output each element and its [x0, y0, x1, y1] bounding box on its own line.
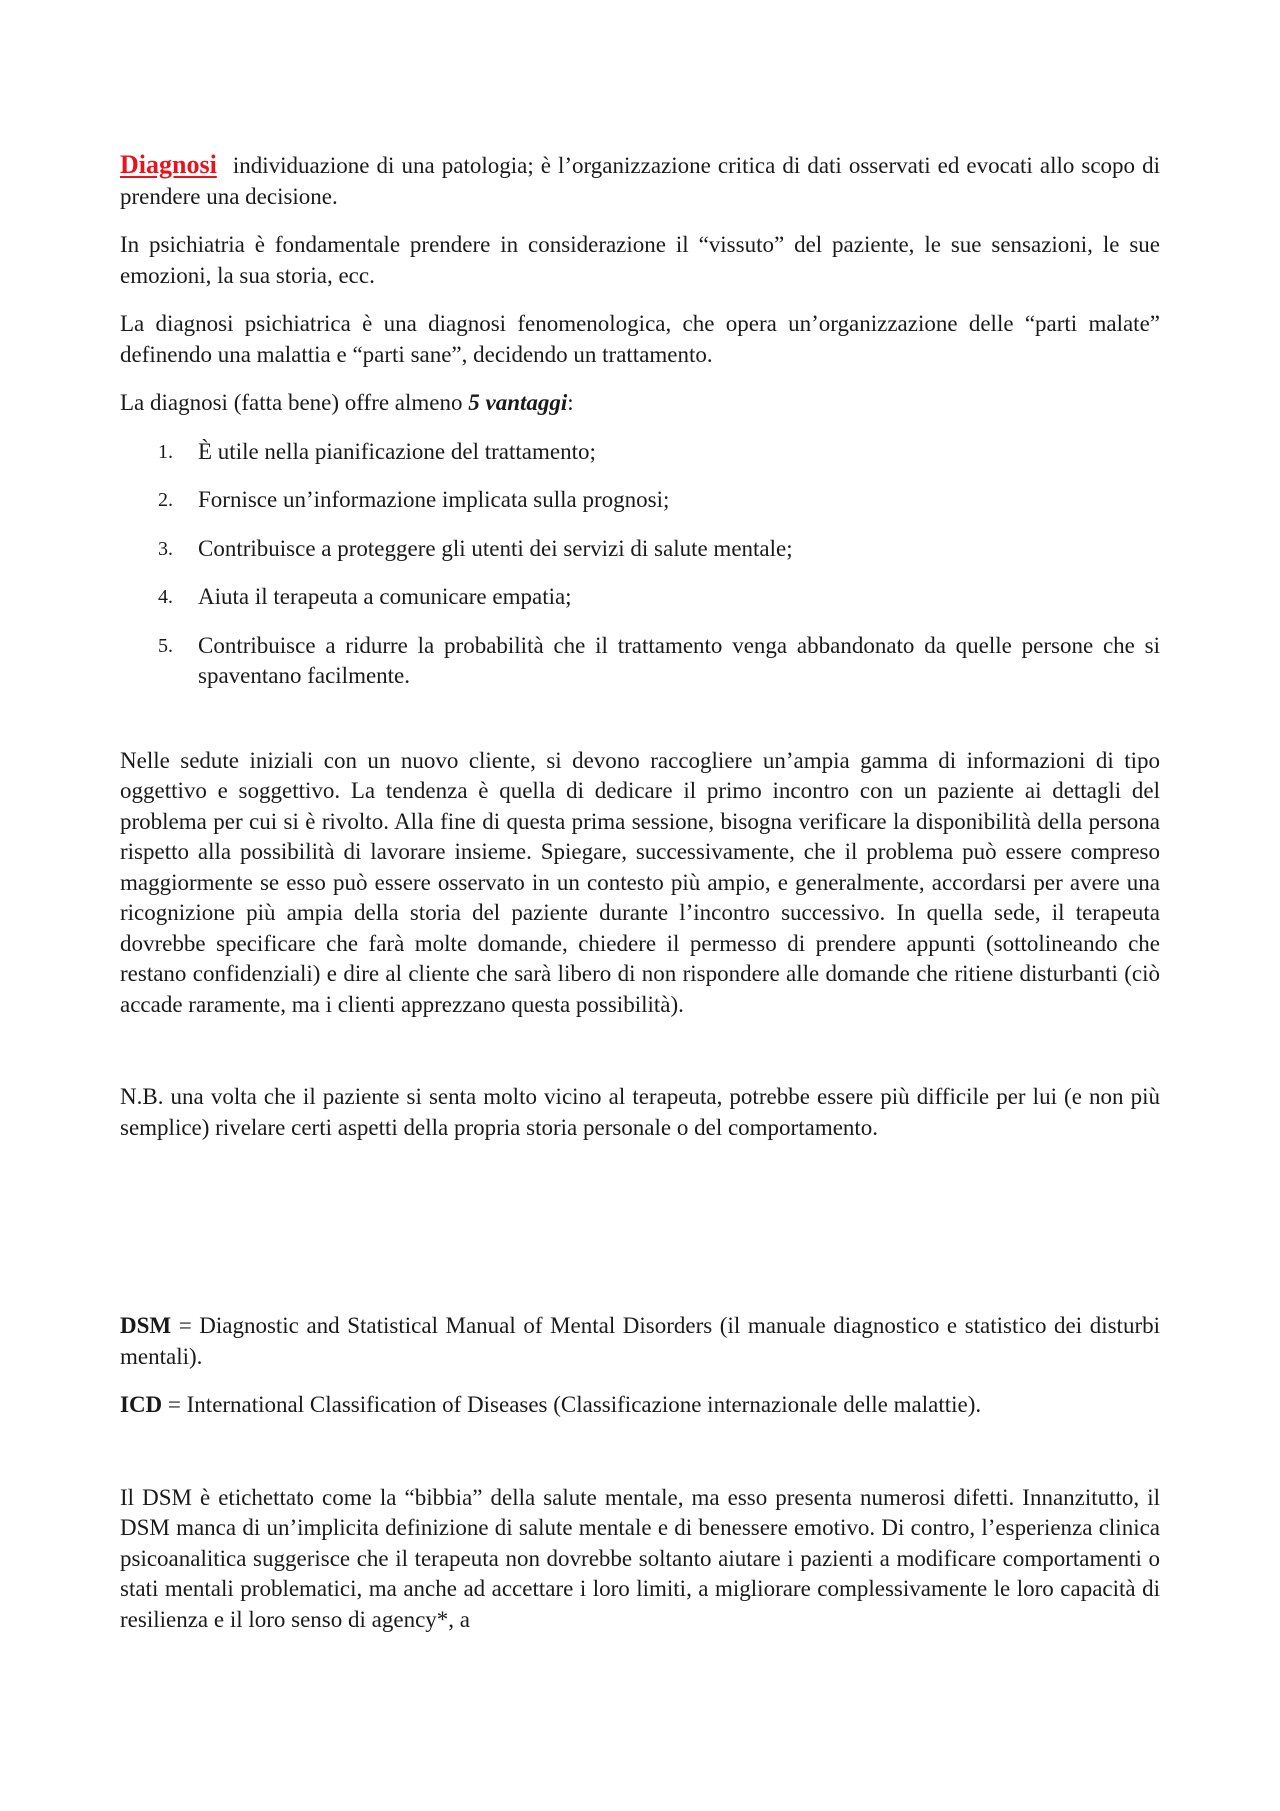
paragraph-sedute-iniziali: Nelle sedute iniziali con un nuovo cliente, si devono raccogliere un’ampia gamma di informazioni di tipo oggettivo e soggettivo. La tendenza è quella di dedicare il primo incontro con un paziente ai dettagli del problema per cui si è rivolto. Alla fine di questa prima sessione, bisogna verificare la disponibilità della persona rispetto alla possibilità di lavorare insieme. Spiegare, successivamente, che il problema può essere compreso maggiormente se esso può essere osservato in un contesto più ampio, e generalmente, accordarsi per avere una ricognizione più ampia della storia del paziente durante l’incontro successivo. In quella sede, il terapeuta dovrebbe specificare che farà molte domande, chiedere il permesso di prendere appunti (sottolineando che restano confidenziali) e dire al cliente che sarà libero di non rispondere alle domande che ritiene disturbanti (ciò accade raramente, ma i clienti apprezzano questa possibilità). [120, 747, 1160, 1017]
list-item [120, 534, 1160, 565]
spacer [120, 1439, 1160, 1483]
definition-text: = Diagnostic and Statistical Manual of Mental Disorders (il manuale diagnostico e statistico dei disturbi mentali). [120, 1313, 1160, 1369]
advantages-emphasis: 5 vantaggi [468, 390, 568, 415]
paragraph-nb: N.B. una volta che il paziente si senta molto vicino al terapeuta, potrebbe essere più difficile per lui (e non più semplice) rivelare certi aspetti della propria storia personale o del comportamento. [120, 1084, 1160, 1140]
definition-term: ICD [120, 1392, 163, 1417]
advantages-list [120, 437, 1160, 692]
definition-icd [120, 1390, 1160, 1421]
list-item-number: 3. [158, 537, 173, 560]
paragraph-fenomenologica: La diagnosi psichiatrica è una diagnosi fenomenologica, che opera un’organizzazione delle “parti malate” definendo una malattia e “parti sane”, decidendo un trattamento. [120, 311, 1160, 367]
advantages-lead-text: La diagnosi (fatta bene) offre almeno [120, 390, 469, 415]
definition-term: DSM [120, 1313, 172, 1338]
list-item-text: Contribuisce a ridurre la probabilità che il trattamento venga abbandonato da quelle persone che si spaventano facilmente. [198, 632, 1160, 688]
list-item-number: 1. [158, 440, 173, 463]
spacer [120, 710, 1160, 746]
spacer [120, 1038, 1160, 1082]
list-item-number: 5. [158, 634, 173, 657]
intro-paragraph [120, 150, 1160, 212]
list-item-text: Fornisce un’informazione implicata sulla prognosi; [198, 487, 670, 512]
spacer [120, 1161, 1160, 1311]
list-item-text: È utile nella pianificazione del trattamento; [198, 438, 596, 464]
paragraph-dsm-bibbia: Il DSM è etichettato come la “bibbia” della salute mentale, ma esso presenta numerosi difetti. Innanzitutto, il DSM manca di un’implicita definizione di salute mentale e di benessere emotivo. Di contro, l’esperienza clinica psicoanalitica suggerisce che il terapeuta non dovrebbe soltanto aiutare i pazienti a modificare comportamenti o stati mentali problematici, ma anche ad accettare i loro limiti, a migliorare complessivamente le loro capacità di resilienza e il loro senso di agency*, a [120, 1484, 1160, 1632]
list-item-text: Contribuisce a proteggere gli utenti dei servizi di salute mentale; [198, 535, 793, 561]
intro-text: individuazione di una patologia; è l’organizzazione critica di dati osservati ed evocati allo scopo di prendere una decisione. [120, 153, 1160, 209]
list-item [120, 437, 1160, 468]
list-item-text: Aiuta il terapeuta a comunicare empatia; [198, 584, 572, 609]
list-item [120, 582, 1160, 613]
document-page [120, 150, 1160, 1653]
definition-text: = International Classification of Diseases (Classificazione internazionale delle malattie). [162, 1392, 982, 1417]
definition-dsm [120, 1311, 1160, 1372]
advantages-lead [120, 388, 1160, 419]
paragraph-vissuto: In psichiatria è fondamentale prendere in considerazione il “vissuto” del paziente, le sue sensazioni, le sue emozioni, la sua storia, ecc. [120, 232, 1160, 288]
advantages-tail: : [567, 390, 574, 415]
diagnosi-heading: Diagnosi [120, 150, 217, 179]
list-item [120, 485, 1160, 516]
list-item [120, 631, 1160, 692]
list-item-number: 2. [158, 489, 173, 511]
list-item-number: 4. [158, 586, 173, 608]
